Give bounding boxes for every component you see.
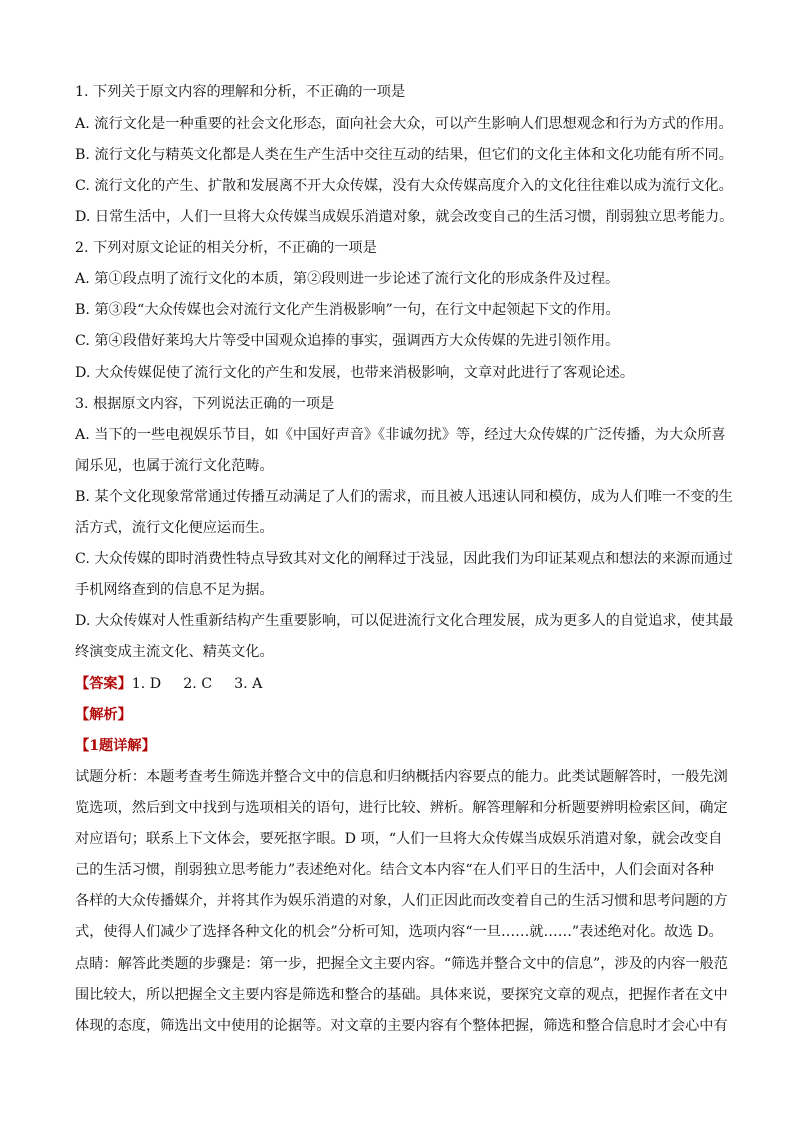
answer-line: [75, 674, 730, 694]
analysis-label-text: 【解析】: [75, 707, 132, 723]
question-3-option-c-line2: 手机网络查到的信息不足为据。: [75, 582, 274, 598]
question-3-option-b-line1: B. 某个文化现象常常通过传播互动满足了人们的需求，而且被人迅速认同和模仿，成为人们唯一不变的生: [75, 489, 733, 505]
question-1-option-b: B. 流行文化与精英文化都是人类在生产生活中交往互动的结果，但它们的文化主体和文化功能有所不同。: [75, 147, 733, 163]
question-1-detail-label-text: 【1题详解】: [75, 738, 156, 754]
question-1-option-d: D. 日常生活中，人们一旦将大众传媒当成娱乐消遣对象，就会改变自己的生活习惯，削弱独立思考能力。: [75, 209, 734, 225]
answer-item: 3. A: [234, 676, 263, 692]
analysis-line: 式，使得人们减少了选择各种文化的机会”分析可知，选项内容“一旦……就……”表述绝对化。故选 D。: [75, 924, 723, 940]
answer-item: 1. D: [131, 676, 162, 692]
question-1-stem: 1. 下列关于原文内容的理解和分析，不正确的一项是: [75, 84, 406, 100]
question-2-option-a: A. 第①段点明了流行文化的本质，第②段则进一步论述了流行文化的形成条件及过程。: [75, 271, 620, 287]
analysis-line: 体现的态度，筛选出文中使用的论据等。对文章的主要内容有个整体把握，筛选和整合信息时才会心中有: [75, 1018, 728, 1034]
question-3-option-d-line2: 终演变成主流文化、精英文化。: [75, 644, 274, 660]
question-2-option-b: B. 第③段“大众传媒也会对流行文化产生消极影响”一句，在行文中起领起下文的作用。: [75, 302, 620, 318]
analysis-line: 对应语句；联系上下文体会，要死抠字眼。D 项，“人们一旦将大众传媒当成娱乐消遣对象，就会改变自: [75, 831, 723, 847]
question-3-option-a-line2: 闻乐见，也属于流行文化范畴。: [75, 458, 274, 474]
analysis-line: 各样的大众传播媒介，并将其作为娱乐消遣的对象，人们正因此而改变着自己的生活习惯和思考问题的方: [75, 893, 728, 909]
answer-label: 【答案】: [75, 676, 132, 692]
analysis-line: 己的生活习惯，削弱独立思考能力”表述绝对化。结合文本内容“在人们平日的生活中，人们会面对各种: [75, 862, 714, 878]
question-1-option-a: A. 流行文化是一种重要的社会文化形态，面向社会大众，可以产生影响人们思想观念和行为方式的作用。: [75, 116, 733, 132]
question-2-option-c: C. 第④段借好莱坞大片等受中国观众追捧的事实，强调西方大众传媒的先进引领作用。: [75, 333, 620, 349]
question-2-stem: 2. 下列对原文论证的相关分析，不正确的一项是: [75, 240, 377, 256]
analysis-line: 试题分析：本题考查考生筛选并整合文中的信息和归纳概括内容要点的能力。此类试题解答时，一般先浏: [75, 769, 728, 785]
analysis-line: 点睛：解答此类题的步骤是：第一步，把握全文主要内容。“筛选并整合文中的信息”，涉及的内容一般范: [75, 956, 728, 972]
answer-item: 2. C: [183, 676, 213, 692]
analysis-line: 围比较大，所以把握全文主要内容是筛选和整合的基础。具体来说，要探究文章的观点，把握作者在文中: [75, 987, 728, 1003]
analysis-label: [75, 705, 730, 725]
question-3-stem: 3. 根据原文内容，下列说法正确的一项是: [75, 396, 335, 412]
question-3-option-c-line1: C. 大众传媒的即时消费性特点导致其对文化的阐释过于浅显，因此我们为印证某观点和想法的来源而通过: [75, 551, 733, 567]
question-1-option-c: C. 流行文化的产生、扩散和发展离不开大众传媒，没有大众传媒高度介入的文化往往难以成为流行文化。: [75, 178, 733, 194]
analysis-line: 览选项，然后到文中找到与选项相关的语句，进行比较、辨析。解答理解和分析题要辨明检索区间，确定: [75, 800, 728, 816]
question-2-option-d: D. 大众传媒促使了流行文化的产生和发展，也带来消极影响，文章对此进行了客观论述。: [75, 365, 635, 381]
question-3-option-a-line1: A. 当下的一些电视娱乐节目，如《中国好声音》《非诚勿扰》等，经过大众传媒的广泛传播，为大众所喜: [75, 427, 726, 443]
question-3-option-b-line2: 活方式，流行文化便应运而生。: [75, 520, 274, 536]
question-1-detail-label: [75, 736, 730, 756]
question-3-option-d-line1: D. 大众传媒对人性重新结构产生重要影响，可以促进流行文化合理发展，成为更多人的自觉追求，使其最: [75, 613, 734, 629]
